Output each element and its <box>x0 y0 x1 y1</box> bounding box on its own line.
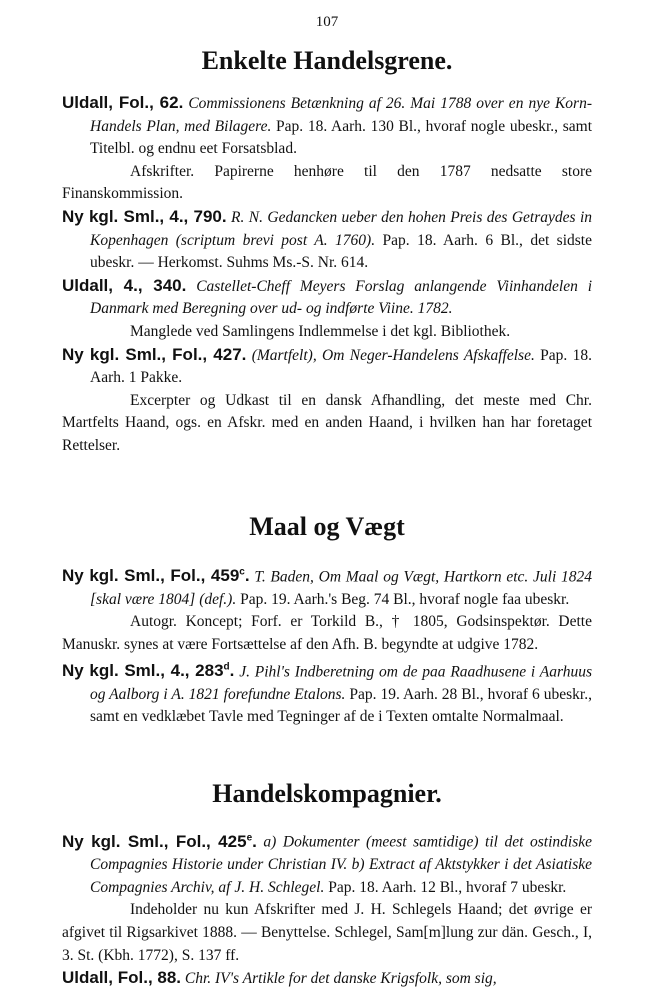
shelfmark <box>62 566 250 585</box>
shelfmark: Uldall, Fol., 88. <box>62 968 182 988</box>
section-heading-handelskompagnier: Handelskompagnier. <box>212 778 442 808</box>
shelfmark-suffix: d <box>223 661 230 673</box>
entry-details: Pap. 18. Aarh. 12 Bl., hvoraf 7 ubeskr. <box>328 878 567 896</box>
entry-details: Pap. 19. Aarh.'s Beg. 74 Bl., hvoraf nogle faa ubeskr. <box>240 590 570 608</box>
entry-title: Castellet-Cheff Meyers Forslag anlangende Viinhandelen i Danmark med Beregning over ud- og indførte Viine. 1782. <box>90 277 592 318</box>
entry-details: Pap. 18. Aarh. 130 Bl., hvoraf nogle ubeskr., samt Titelbl. og endnu eet Forsatsblad. <box>90 117 593 158</box>
entry-note: Afskrifter. Papirerne henhøre til den 1787 nedsatte store Finanskommission. <box>62 162 592 203</box>
entry-body <box>62 206 592 275</box>
document-page <box>62 0 592 991</box>
shelfmark <box>62 661 234 680</box>
entry-note: Excerpter og Udkast til en dansk Afhandling, det meste med Chr. Martfelts Haand, ogs. en Afskr. med en anden Haand, i hvilken han har foretaget Rettelser. <box>62 391 592 454</box>
shelfmark-main: Ny kgl. Sml., Fol., 459 <box>62 566 240 586</box>
catalog-entry <box>62 275 592 344</box>
shelfmark: Uldall, 4., 340. <box>62 275 187 295</box>
entry-body <box>62 562 592 612</box>
entry-title: R. N. Gedancken ueber den hohen Preis des Getraydes in Kopenhagen (scriptum brevi post A. 1760). <box>90 208 592 249</box>
shelfmark-end: . <box>229 661 235 681</box>
entry-body <box>62 967 592 991</box>
entry-title: Chr. IV's Artikle for det danske Krigsfolk, som sig, <box>184 970 497 988</box>
shelfmark-suffix: c <box>239 566 245 578</box>
entry-body <box>62 275 592 321</box>
entry-title: T. Baden, Om Maal og Vægt, Hartkorn etc. Juli 1824 [skal være 1804] (def.). <box>90 568 593 608</box>
entry-details: Pap. 19. Aarh. 28 Bl., hvoraf 6 ubeskr., samt en vedklæbet Tavle med Tegninger af de i Texten omtalte Normalmaal. <box>90 685 592 726</box>
shelfmark-end: . <box>244 566 250 586</box>
shelfmark-main: Ny kgl. Sml., 4., 283 <box>62 661 224 681</box>
entry-title: Commissionens Betænkning af 26. Mai 1788 over en nye Korn-Handels Plan, med Bilagere. <box>90 95 592 135</box>
shelfmark: Ny kgl. Sml., Fol., 427. <box>62 344 247 364</box>
shelfmark: Ny kgl. Sml., 4., 790. <box>62 206 227 226</box>
shelfmark <box>62 832 257 851</box>
entry-title: J. Pihl's Indberetning om de paa Raadhusene i Aarhuus og Aalborg i A. 1821 forefundne Etalons. <box>90 663 592 703</box>
entry-details: Pap. 18. Aarh. 1 Pakke. <box>90 346 592 387</box>
catalog-entry <box>62 827 592 967</box>
catalog-entry <box>62 967 592 991</box>
shelfmark: Uldall, Fol., 62. <box>62 93 184 112</box>
entry-note: Manglede ved Samlingens Indlemmelse i det kgl. Bibliothek. <box>130 322 511 340</box>
entry-note: Autogr. Koncept; Forf. er Torkild B., † 1805, Godsinspektør. Dette Manuskr. synes at være Fortsættelse af den Afh. B. begyndte at udgive 1782. <box>62 613 592 653</box>
catalog-entry <box>62 206 592 275</box>
section-heading-enkelte-handelsgrene: Enkelte Handelsgrene. <box>201 46 453 75</box>
page-number: 107 <box>315 14 339 30</box>
shelfmark-end: . <box>252 831 257 851</box>
shelfmark-suffix: e <box>246 831 253 843</box>
section-heading-maal-og-vaegt: Maal og Vægt <box>249 511 405 541</box>
entry-title: a) Dokumenter (meest samtidige) til det ostindiske Compagnies Historie under Christian IV. b) Extract af Aktstykker i det Asiatiske Compagnies Archiv, af J. H. Schlegel. <box>90 833 593 896</box>
catalog-entry <box>62 92 592 206</box>
catalog-entry <box>62 562 592 657</box>
catalog-entry <box>62 657 592 729</box>
entry-body <box>62 657 592 729</box>
entry-note: Indeholder nu kun Afskrifter med J. H. Schlegels Haand; det øvrige er afgivet til Rigsarkivet 1888. — Benyttelse. Schlegel, Sam[m]lung zur dän. Gesch., I, 3. St. (Kbh. 1772), S. 137 ff. <box>62 901 592 964</box>
entry-details: Pap. 18. Aarh. 6 Bl., det sidste ubeskr. — Herkomst. Suhms Ms.-S. Nr. 614. <box>90 231 592 272</box>
entry-title: (Martfelt), Om Neger-Handelens Afskaffelse. <box>251 346 535 364</box>
entry-body <box>62 827 592 899</box>
shelfmark-main: Ny kgl. Sml., Fol., 425 <box>62 831 247 851</box>
entry-body <box>62 92 592 161</box>
catalog-entry <box>62 344 592 458</box>
entry-body <box>62 344 592 390</box>
